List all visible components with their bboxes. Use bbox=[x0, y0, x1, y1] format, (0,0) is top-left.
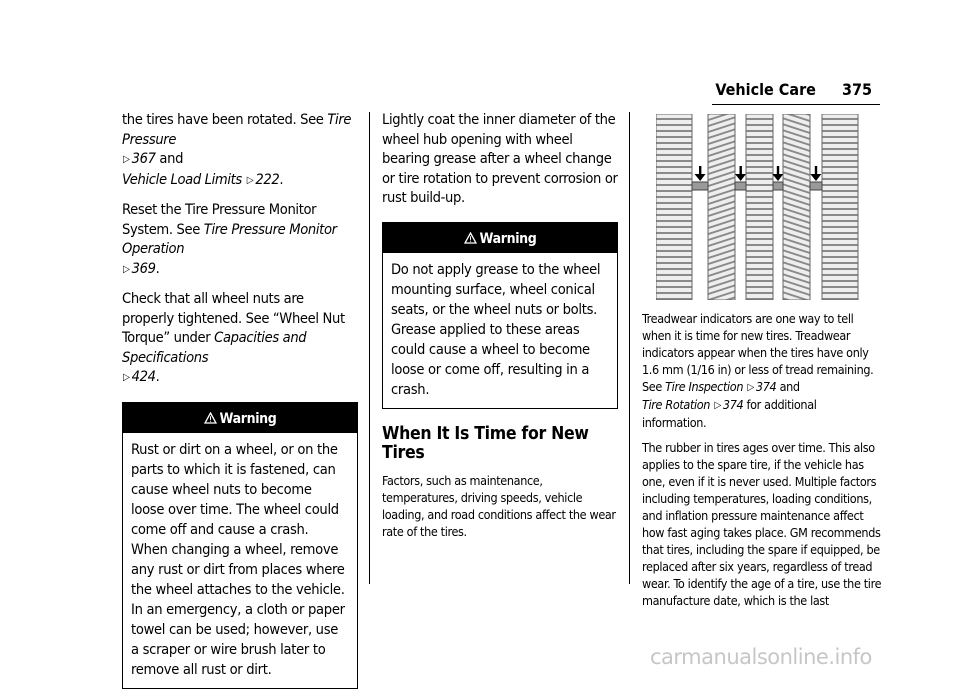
section-title: Vehicle Care bbox=[715, 80, 816, 99]
wear-bar bbox=[810, 182, 822, 190]
page-reference-arrow-icon: ▷ bbox=[123, 154, 130, 165]
page-ref-374-rotation[interactable]: 374 bbox=[722, 397, 744, 412]
warning-header bbox=[383, 223, 617, 253]
paragraph-grease: Lightly coat the inner diameter of the wheel hub opening with wheel bearing grease after a wheel change or tire rotation to prevent corrosion or rust build-up. bbox=[382, 111, 618, 206]
link-tire-pressure[interactable]: Tire Pressure bbox=[122, 111, 352, 148]
link-tire-rotation[interactable]: Tire Rotation bbox=[642, 397, 711, 412]
column-right bbox=[642, 310, 882, 617]
down-arrow-icon bbox=[772, 166, 783, 181]
wear-bar bbox=[773, 182, 783, 190]
section-heading-new-tires: When It Is Time for New Tires bbox=[382, 423, 589, 463]
paragraph-treadwear-indicators: Treadwear indicators are one way to tell when it is time for new tires. Treadwear indicators appear when the tires have only 1.6 mm (1/16 in) or less of tread remaining. See Tire Inspection ▷ 374 and Tire Rotation ▷ 374 for additional information. bbox=[642, 311, 874, 430]
warning-text: Rust or dirt on a wheel, or on the parts to which it is fastened, can cause wheel nuts to become loose over time. The wheel could come off and cause a crash. When changing a wheel, remove any rust or dirt from places where the wheel attaches to the vehicle. In an emergency, a cloth or paper towel can be used; however, use a scraper or wire brush later to remove all rust or dirt. bbox=[131, 440, 345, 678]
page-reference-arrow-icon: ▷ bbox=[123, 372, 130, 383]
page-reference-arrow-icon: ▷ bbox=[747, 382, 754, 393]
page-ref-424[interactable]: 424 bbox=[131, 368, 156, 385]
page-ref-222[interactable]: 222 bbox=[255, 170, 280, 188]
tread-rib bbox=[656, 114, 692, 300]
link-tire-inspection[interactable]: Tire Inspection bbox=[665, 379, 744, 394]
warning-header bbox=[123, 403, 357, 433]
wear-bar bbox=[735, 182, 746, 190]
tread-rib bbox=[822, 114, 858, 300]
paragraph-rotation: the tires have been rotated. See Tire Pressure ▷ 367 and Vehicle Load Limits ▷ 222. bbox=[122, 111, 352, 188]
watermark: carmanualsonline.info bbox=[650, 645, 872, 669]
column-left bbox=[122, 110, 358, 689]
header-rule bbox=[712, 104, 880, 105]
link-tpms-operation[interactable]: Tire Pressure Monitor Operation bbox=[122, 220, 337, 257]
down-arrow-icon bbox=[735, 166, 746, 181]
warning-triangle-icon bbox=[204, 412, 217, 424]
link-vehicle-load-limits[interactable]: Vehicle Load Limits bbox=[122, 170, 242, 188]
column-middle bbox=[382, 110, 618, 550]
page-ref-367[interactable]: 367 bbox=[131, 150, 156, 167]
warning-box-grease bbox=[382, 222, 618, 409]
page-reference-arrow-icon: ▷ bbox=[123, 263, 130, 275]
wear-bar bbox=[692, 182, 708, 190]
paragraph-reset-tpms: Reset the Tire Pressure Monitor System. See Tire Pressure Monitor Operation ▷ 369. bbox=[122, 201, 337, 277]
page-ref-369[interactable]: 369 bbox=[131, 259, 156, 277]
page-reference-arrow-icon: ▷ bbox=[714, 400, 721, 411]
paragraph-tire-aging: The rubber in tires ages over time. This also applies to the spare tire, if the vehicle has one, even if it is never used. Multiple factors including temperatures, loading conditions, and inflation pressure maintenance affect how fast aging takes place. GM recommends that tires, including the spare if equipped, be replaced after six years, regardless of tread wear. To identify the age of a tire, use the tire manufacture date, which is the last bbox=[642, 440, 882, 608]
warning-triangle-icon bbox=[464, 232, 477, 244]
page-number: 375 bbox=[841, 80, 872, 99]
paragraph-wear-factors: Factors, such as maintenance, temperatures, driving speeds, vehicle loading, and road conditions affect the wear rate of the tires. bbox=[382, 472, 616, 539]
page-reference-arrow-icon: ▷ bbox=[246, 174, 254, 186]
down-arrow-icon bbox=[810, 166, 821, 181]
tread-rib bbox=[708, 114, 735, 300]
tread-rib bbox=[783, 114, 810, 300]
link-capacities-specifications[interactable]: Capacities and Specifications bbox=[122, 329, 307, 366]
warning-box-rust bbox=[122, 402, 358, 689]
column-divider-right bbox=[629, 112, 630, 584]
tread-rib bbox=[746, 114, 773, 300]
column-divider-left bbox=[369, 112, 370, 584]
paragraph-wheel-nuts: Check that all wheel nuts are properly tightened. See “Wheel Nut Torque” under Capacities and Specifications ▷ 424. bbox=[122, 290, 345, 385]
warning-title: Warning bbox=[219, 410, 277, 427]
down-arrow-icon bbox=[695, 166, 706, 181]
warning-text: Do not apply grease to the wheel mounting surface, wheel conical seats, or the wheel nuts or bolts. Grease applied to these areas could cause a wheel to become loose or come off, resulting in a crash. bbox=[391, 260, 601, 398]
page-header bbox=[715, 80, 872, 99]
page-ref-374[interactable]: 374 bbox=[755, 379, 777, 394]
warning-title: Warning bbox=[479, 230, 537, 247]
treadwear-indicator-illustration bbox=[656, 114, 862, 300]
